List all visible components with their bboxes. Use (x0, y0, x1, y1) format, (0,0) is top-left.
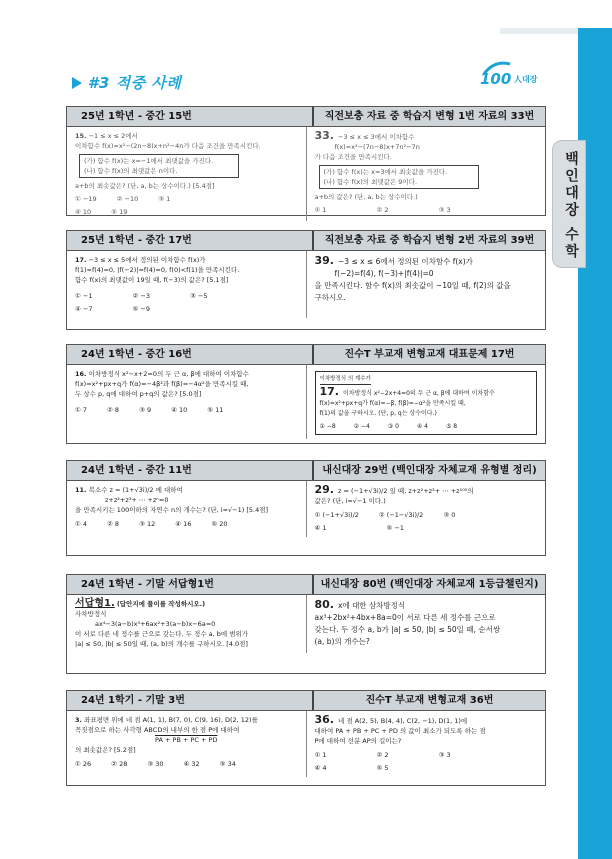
choice: ③ 0 (387, 423, 399, 430)
exam-title: 24년 1학년 - 중간 11번 (81, 465, 192, 476)
question-line: 값은? (단, i=√−1 이다.) (314, 497, 386, 505)
choice: ① −8 (319, 423, 336, 430)
compare-row-6 (66, 690, 546, 786)
question-number: 11. (75, 486, 87, 494)
question-line: P에 대하여 선분 AP의 길이는? (314, 737, 402, 745)
exam-title: 24년 1학기 - 기말 3번 (81, 695, 185, 706)
exam-title: 24년 1학년 - 기말 서답형1번 (81, 579, 214, 590)
choice: ③ 3 (438, 206, 451, 214)
source-question (306, 127, 546, 221)
source-title: 진수T 부교재 변형교재 36번 (312, 691, 545, 710)
question-line: PA + PB + PC + PD (155, 736, 218, 744)
question-line: ax³+2bx²+4bx+8a=0이 서로 다른 세 정수를 근으로 (314, 613, 496, 622)
question-number: 33. (314, 129, 334, 142)
row-header (67, 345, 545, 365)
choice-list (315, 510, 538, 520)
question-line: z = (−1+√3i)/2 일 때, z+z²+z³+ ⋯ +z¹⁰⁰의 (338, 487, 474, 495)
question-line: f(1)의 값을 구하시오. (단, p, q는 상수이다.) (319, 410, 437, 417)
row-header (67, 461, 545, 481)
question-line: 꼭짓점으로 하는 사각형 ABCD의 내부의 한 점 P에 대하여 (75, 726, 240, 734)
choice-list (75, 291, 298, 301)
choice: ④ 4 (314, 764, 327, 772)
choice-list (315, 205, 538, 215)
question-line: 사차방정식 (75, 610, 107, 618)
choice: ② −4 (353, 423, 370, 430)
choice-list (75, 519, 298, 529)
choice-list (315, 763, 538, 773)
question-line: x에 대한 삼차방정식 (338, 601, 406, 610)
condition-box (79, 154, 239, 178)
logo-number: 100 (480, 70, 512, 88)
question-line: −3 ≤ x ≤ 3에서 이차함수 (338, 133, 415, 141)
source-title: 내신대장 80번 (백인대장 자체교재 1등급챌린지) (312, 575, 545, 594)
question-line: 이차함수 f(x)=x²−(2n−8)x+n²−4n가 다음 조건을 만족시킨다. (75, 142, 261, 150)
compare-row-1 (66, 106, 546, 216)
exam-question (67, 251, 306, 318)
source-title: 직전보충 자료 중 학습지 변형 1번 자료의 33번 (312, 107, 545, 126)
compare-row-3 (66, 344, 546, 444)
choice: ③ 3 (438, 751, 451, 759)
choice: ③ −5 (189, 292, 208, 300)
choice: ① −19 (75, 195, 97, 203)
choice: ① 1 (314, 751, 327, 759)
choice: ② −3 (132, 292, 150, 300)
compare-row-5 (66, 574, 546, 674)
side-tab-label: 백인대장 수학 (563, 151, 579, 261)
choice: ④ −7 (75, 305, 93, 313)
condition-box (319, 165, 479, 189)
choice: ② 2 (376, 206, 389, 214)
question-line: 갖는다. 두 정수 a, b가 |a| ≤ 50, |b| ≤ 50일 때, 순서쌍 (314, 625, 501, 634)
question-line: 이차방정식 x²−x+2=0의 두 근 α, β에 대하여 이차함수 (88, 370, 249, 378)
choice: ① 1 (314, 206, 327, 214)
choice: ② 8 (107, 520, 120, 528)
choice: ① (−1+√3i)/2 (314, 511, 359, 519)
textbook-clip (315, 371, 538, 435)
exam-title: 25년 1학년 - 중간 17번 (81, 235, 192, 246)
choice-list (315, 523, 538, 533)
exam-title: 25년 1학년 - 중간 15번 (81, 111, 192, 122)
choice: ⑤ 20 (211, 520, 228, 528)
question-line: f(1)=f(4)=0, |f(−2)|=f(4)=0, f(0)<f(1)을 만족시킨다. (75, 266, 240, 274)
condition: (나) 함수 f(x)의 최댓값은 9이다. (323, 178, 418, 186)
question-line: f(x)=x²+px+q가 f(α)=−4β²과 f(β)=−4α²을 만족시킬 때, (75, 380, 249, 388)
question-line: −3 ≤ x ≤ 6에서 정의된 이차함수 f(x)가 (338, 257, 473, 266)
choice: ④ 10 (171, 406, 188, 414)
answer-instruction: (답안지에 풀이를 작성하시오.) (116, 600, 206, 608)
exam-question (67, 481, 306, 537)
choice: ① 26 (75, 760, 92, 768)
choice: ③ 12 (139, 520, 156, 528)
compare-row-2 (66, 230, 546, 330)
question-line: (a, b)의 개수는? (314, 637, 370, 646)
exam-question (67, 595, 306, 653)
question-line: ax⁴−3(a−b)x³+6ax²+3(a−b)x−6a=0 (95, 620, 216, 628)
clip-title: 이차방정식 의 계수가 (320, 374, 371, 385)
choice: ⑤ 5 (376, 764, 389, 772)
row-body (67, 711, 545, 777)
row-header (67, 691, 545, 711)
question-number: 17. (319, 385, 339, 398)
question-number: 서답형1. (75, 598, 115, 609)
question-number: 39. (314, 254, 334, 267)
question-line: f(x)=x²−(7n−8)x+7n²−7n (334, 143, 420, 151)
question-number: 80. (314, 598, 334, 611)
question-line: f(−2)=f(4), f(−3)+|f(4)|=0 (334, 269, 434, 278)
choice: ⑤ 11 (207, 406, 224, 414)
source-question (306, 481, 546, 537)
choice-list (75, 405, 298, 415)
play-arrow-icon (72, 77, 82, 89)
source-question (306, 595, 546, 653)
choice: ⑤ 19 (111, 208, 128, 216)
question-number: 36. (314, 713, 334, 726)
condition: (나) 함수 f(x)의 최댓값은 n이다. (84, 167, 178, 175)
row-body (67, 595, 545, 653)
row-body (67, 365, 545, 439)
question-line: −1 ≤ x ≤ 2에서 (88, 132, 138, 140)
choice-list (75, 304, 298, 314)
question-line: |a| ≤ 50, |b| ≤ 50일 때, (a, b)의 개수를 구하시오. [4.0점] (75, 640, 248, 648)
section-heading-text: #3 적중 사례 (88, 74, 182, 92)
source-question (306, 365, 546, 439)
exam-question (67, 127, 306, 221)
choice: ② 8 (107, 406, 120, 414)
source-question (306, 711, 546, 777)
choice: ④ 16 (175, 520, 192, 528)
choice: ④ 10 (75, 208, 92, 216)
condition: (가) 함수 f(x)는 x=−1에서 최댓값을 가진다. (84, 157, 214, 165)
question-line: 네 점 A(2, 5), B(4, 4), C(2, −1), D(1, 1)에 (338, 717, 468, 725)
question-line: a+b의 값은? (단, a, b는 상수이다.) (314, 193, 418, 201)
row-body (67, 481, 545, 537)
exam-question (67, 365, 306, 439)
row-body (67, 127, 545, 221)
choice-list (315, 750, 538, 760)
question-line: 좌표평면 위에 네 점 A(1, 1), B(7, 0), C(9, 16), D(2, 12)를 (84, 716, 258, 724)
choice: ③ 1 (158, 195, 171, 203)
choice: ⑤ −1 (386, 524, 405, 532)
question-line: 을 만족시킨다. 함수 f(x)의 최솟값이 −10일 때, f(2)의 값을 (314, 281, 511, 290)
brand-logo (478, 60, 538, 94)
choice: ⑤ 34 (219, 760, 236, 768)
side-tab[interactable] (552, 140, 586, 268)
condition: (가) 함수 f(x)는 x=3에서 최솟값을 가진다. (323, 168, 448, 176)
exam-question (67, 711, 306, 777)
choice: ④ 4 (416, 423, 428, 430)
choice: ⑤ 8 (446, 423, 458, 430)
question-line: 가 다음 조건을 만족시킨다. (314, 153, 392, 161)
choice: ② 28 (111, 760, 128, 768)
choice: ① 7 (75, 406, 88, 414)
section-heading (72, 72, 181, 93)
rail-top-strip (500, 28, 578, 34)
question-line: a+b의 최솟값은? (단, a, b는 상수이다.) [5.4점] (75, 182, 215, 190)
question-number: 15. (75, 132, 87, 140)
question-line: 구하시오. (314, 293, 346, 302)
choice: ② −10 (116, 195, 139, 203)
choice: ② (−1−√3i)/2 (378, 511, 424, 519)
question-line: z+z²+z³+ ⋯ +zⁿ=0 (105, 496, 169, 504)
row-header (67, 575, 545, 595)
row-header (67, 231, 545, 251)
choice-list (75, 759, 298, 769)
row-header (67, 107, 545, 127)
question-number: 17. (75, 256, 87, 264)
question-line: 두 상수 p, q에 대하여 p+q의 값은? [5.0점] (75, 390, 202, 398)
choice-list (75, 207, 298, 217)
question-line: −3 ≤ x ≤ 5에서 정의된 이차함수 f(x)가 (88, 256, 206, 264)
choice: ③ 30 (147, 760, 164, 768)
row-body (67, 251, 545, 318)
choice: ④ 1 (314, 524, 327, 532)
compare-row-4 (66, 460, 546, 556)
question-line: 을 만족시키는 100이하의 자연수 n의 개수는? (단, i=√−1) [5.4점] (75, 506, 269, 514)
choice: ⑤ −9 (132, 305, 150, 313)
source-question (306, 251, 546, 318)
choice: ③ 0 (443, 511, 456, 519)
question-number: 3. (75, 716, 82, 724)
question-number: 29. (314, 483, 334, 496)
choice-list (75, 194, 298, 204)
question-line: 의 최솟값은? [5.2점] (75, 746, 136, 754)
question-line: 복소수 z = (1+√3i)/2 에 대하여 (88, 486, 183, 494)
choice: ③ 9 (139, 406, 152, 414)
choice-list (320, 422, 533, 432)
logo-text: 人대장 (514, 75, 538, 84)
question-line: 이차방정식 x²−2x+4=0의 두 근 α, β에 대하여 이차함수 f(x)=x²+px+q가 f(α)=−β, f(β)=−α²을 만족시킬 때, (319, 390, 495, 407)
exam-title: 24년 1학년 - 중간 16번 (81, 349, 192, 360)
source-title: 진수T 부교재 변형교재 대표문제 17번 (312, 345, 545, 364)
question-line: 함수 f(x)의 최댓값이 19일 때, f(−3)의 값은? [5.1점] (75, 276, 229, 284)
question-line: 대하여 PA + PB + PC + PD 의 값이 최소가 되도록 하는 점 (314, 727, 486, 735)
question-number: 16. (75, 370, 87, 378)
choice: ② 2 (376, 751, 389, 759)
choice: ① −1 (75, 292, 93, 300)
question-line: 이 서로 다른 네 정수를 근으로 갖는다. 두 정수 a, b에 범위가 (75, 630, 249, 638)
source-title: 직전보충 자료 중 학습지 변형 2번 자료의 39번 (312, 231, 545, 250)
source-title: 내신대장 29번 (백인대장 자체교재 유형별 정리) (312, 461, 545, 480)
choice: ① 4 (75, 520, 88, 528)
choice: ④ 32 (183, 760, 200, 768)
